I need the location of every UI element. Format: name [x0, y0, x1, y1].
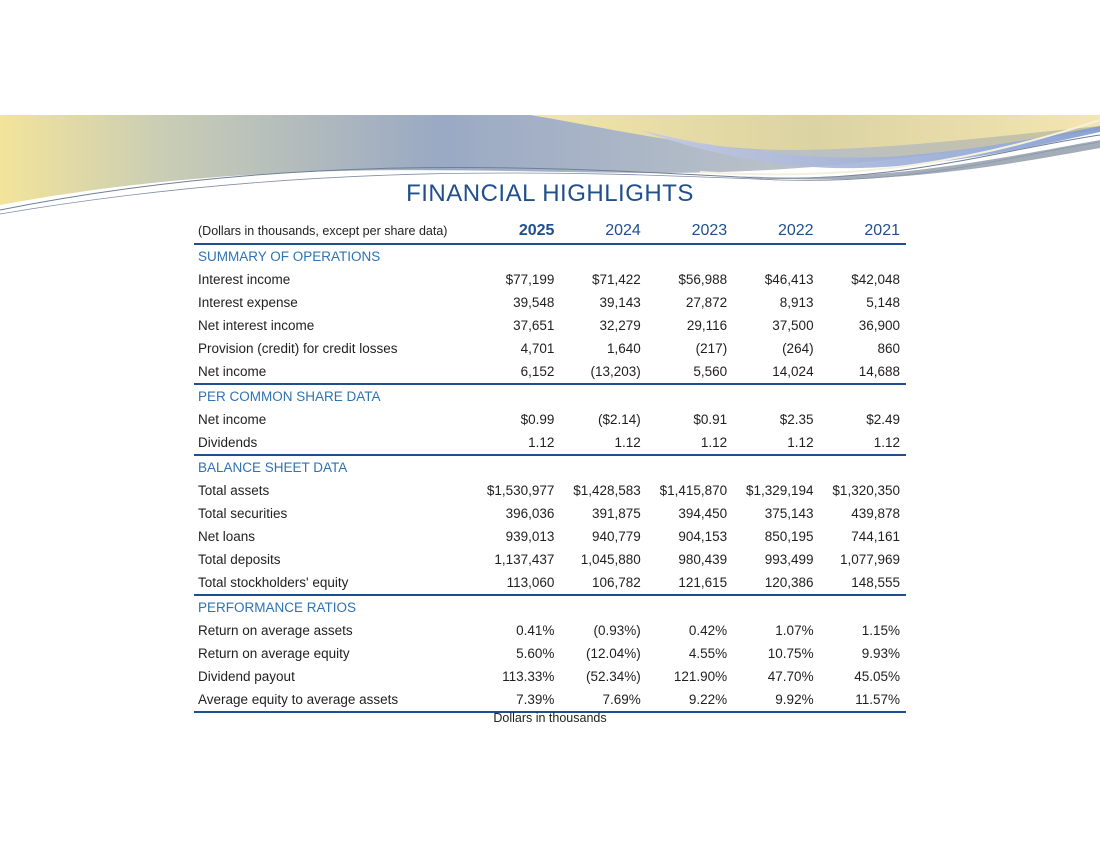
table-row [194, 268, 906, 291]
row-value: 0.42% [688, 623, 728, 638]
row-label: Return on average equity [198, 646, 350, 661]
row-value: 148,555 [820, 571, 906, 595]
table-row [194, 665, 906, 688]
row-value: (13,203) [560, 360, 646, 384]
row-value: 8,913 [779, 295, 814, 310]
row-value: 121,615 [647, 571, 733, 595]
table-row [194, 291, 906, 314]
row-label: Interest income [198, 272, 291, 287]
row-value: ($2.14) [598, 412, 641, 427]
row-label: Net loans [198, 529, 256, 544]
section-heading-row [194, 384, 906, 408]
row-value: 396,036 [505, 506, 555, 521]
row-value: 120,386 [733, 571, 819, 595]
table-row [194, 642, 906, 665]
section-heading: BALANCE SHEET DATA [198, 460, 348, 475]
row-value: $1,428,583 [573, 483, 641, 498]
row-value: 1.12 [647, 431, 733, 455]
row-value: 1.07% [775, 623, 814, 638]
section-heading: SUMMARY OF OPERATIONS [198, 249, 381, 264]
row-value: 1.12 [474, 431, 560, 455]
table-row [194, 479, 906, 502]
row-value: 106,782 [560, 571, 646, 595]
year-header: 2022 [733, 219, 819, 244]
year-header: 2023 [647, 219, 733, 244]
row-value: 39,548 [513, 295, 555, 310]
row-label: Net income [194, 360, 474, 384]
page-title: FINANCIAL HIGHLIGHTS [406, 180, 694, 207]
row-value: 1.15% [861, 623, 900, 638]
financial-highlights-table [194, 219, 906, 713]
row-value: 993,499 [764, 552, 814, 567]
table-row [194, 337, 906, 360]
year-header: 2025 [474, 219, 560, 244]
row-value: $42,048 [851, 272, 900, 287]
row-value: 5.60% [516, 646, 555, 661]
table-row [194, 548, 906, 571]
section-heading-row [194, 455, 906, 479]
row-value: 9.92% [733, 688, 819, 712]
row-value: 5,560 [647, 360, 733, 384]
row-value: 7.39% [474, 688, 560, 712]
row-label: Net income [198, 412, 267, 427]
row-label: Provision (credit) for credit losses [198, 341, 398, 356]
table-row [194, 525, 906, 548]
footnote: Dollars in thousands [493, 711, 607, 725]
row-value: 113.33% [502, 669, 555, 684]
row-value: 744,161 [851, 529, 900, 544]
row-value: 14,024 [733, 360, 819, 384]
row-value: 1,077,969 [839, 552, 900, 567]
row-value: $1,320,350 [832, 483, 900, 498]
row-label: Dividends [194, 431, 474, 455]
row-value: $1,329,194 [746, 483, 814, 498]
year-header: 2024 [560, 219, 646, 244]
table-row [194, 688, 906, 712]
row-value: $2.49 [866, 412, 900, 427]
row-value: 37,500 [772, 318, 814, 333]
row-value: 6,152 [474, 360, 560, 384]
row-value: 7.69% [560, 688, 646, 712]
row-value: $0.91 [693, 412, 728, 427]
row-value: $56,988 [678, 272, 728, 287]
row-label: Net interest income [198, 318, 315, 333]
row-label: Total assets [198, 483, 270, 498]
row-value: 439,878 [851, 506, 900, 521]
table-header-row [194, 219, 906, 244]
row-value: 27,872 [685, 295, 728, 310]
row-value: 1.12 [560, 431, 646, 455]
row-value: 4.55% [688, 646, 728, 661]
year-header: 2021 [820, 219, 906, 244]
table-row [194, 571, 906, 595]
row-value: (52.34%) [586, 669, 641, 684]
table-row [194, 619, 906, 642]
row-value: 11.57% [820, 688, 906, 712]
row-value: 0.41% [516, 623, 555, 638]
row-value: $71,422 [591, 272, 641, 287]
row-value: 9.22% [647, 688, 733, 712]
row-value: 860 [877, 341, 900, 356]
row-label: Return on average assets [198, 623, 353, 638]
row-value: 940,779 [591, 529, 641, 544]
row-label: Average equity to average assets [194, 688, 474, 712]
row-value: 375,143 [764, 506, 814, 521]
row-value: 37,651 [513, 318, 555, 333]
row-value: 1.12 [820, 431, 906, 455]
row-value: $2.35 [779, 412, 814, 427]
row-value: 113,060 [474, 571, 560, 595]
row-value: 1,640 [607, 341, 641, 356]
section-heading-row [194, 244, 906, 268]
section-heading: PER COMMON SHARE DATA [198, 389, 381, 404]
row-value: 29,116 [686, 318, 728, 333]
row-value: 32,279 [599, 318, 641, 333]
row-value: $1,415,870 [659, 483, 728, 498]
row-value: 4,701 [520, 341, 555, 356]
section-heading-row [194, 595, 906, 619]
row-value: 14,688 [820, 360, 906, 384]
row-label: Interest expense [198, 295, 298, 310]
table-row [194, 502, 906, 525]
section-heading: PERFORMANCE RATIOS [198, 600, 357, 615]
table-row [194, 360, 906, 384]
row-value: 850,195 [764, 529, 814, 544]
row-label: Total deposits [198, 552, 281, 567]
row-value: 1.12 [733, 431, 819, 455]
row-label: Dividend payout [198, 669, 295, 684]
row-value: $77,199 [505, 272, 555, 287]
row-value: $46,413 [764, 272, 814, 287]
row-value: 5,148 [866, 295, 900, 310]
table-row [194, 431, 906, 455]
row-value: 391,875 [591, 506, 641, 521]
table-caption: (Dollars in thousands, except per share data) [194, 219, 474, 244]
row-label: Total stockholders' equity [194, 571, 474, 595]
table-row [194, 314, 906, 337]
row-value: 9.93% [861, 646, 900, 661]
row-value: 45.05% [854, 669, 900, 684]
row-value: $0.99 [520, 412, 555, 427]
row-value: 394,450 [678, 506, 728, 521]
row-value: (12.04%) [586, 646, 641, 661]
row-value: 36,900 [858, 318, 900, 333]
row-value: (217) [695, 341, 728, 356]
row-value: 47.70% [767, 669, 814, 684]
row-value: 1,045,880 [580, 552, 641, 567]
row-value: 939,013 [505, 529, 555, 544]
row-label: Total securities [198, 506, 288, 521]
row-value: $1,530,977 [486, 483, 555, 498]
row-value: 904,153 [678, 529, 728, 544]
row-value: 39,143 [599, 295, 641, 310]
row-value: (0.93%) [593, 623, 641, 638]
row-value: 10.75% [767, 646, 814, 661]
row-value: 1,137,437 [494, 552, 555, 567]
row-value: 121.90% [673, 669, 728, 684]
row-value: 980,439 [678, 552, 728, 567]
row-value: (264) [782, 341, 814, 356]
table-row [194, 408, 906, 431]
